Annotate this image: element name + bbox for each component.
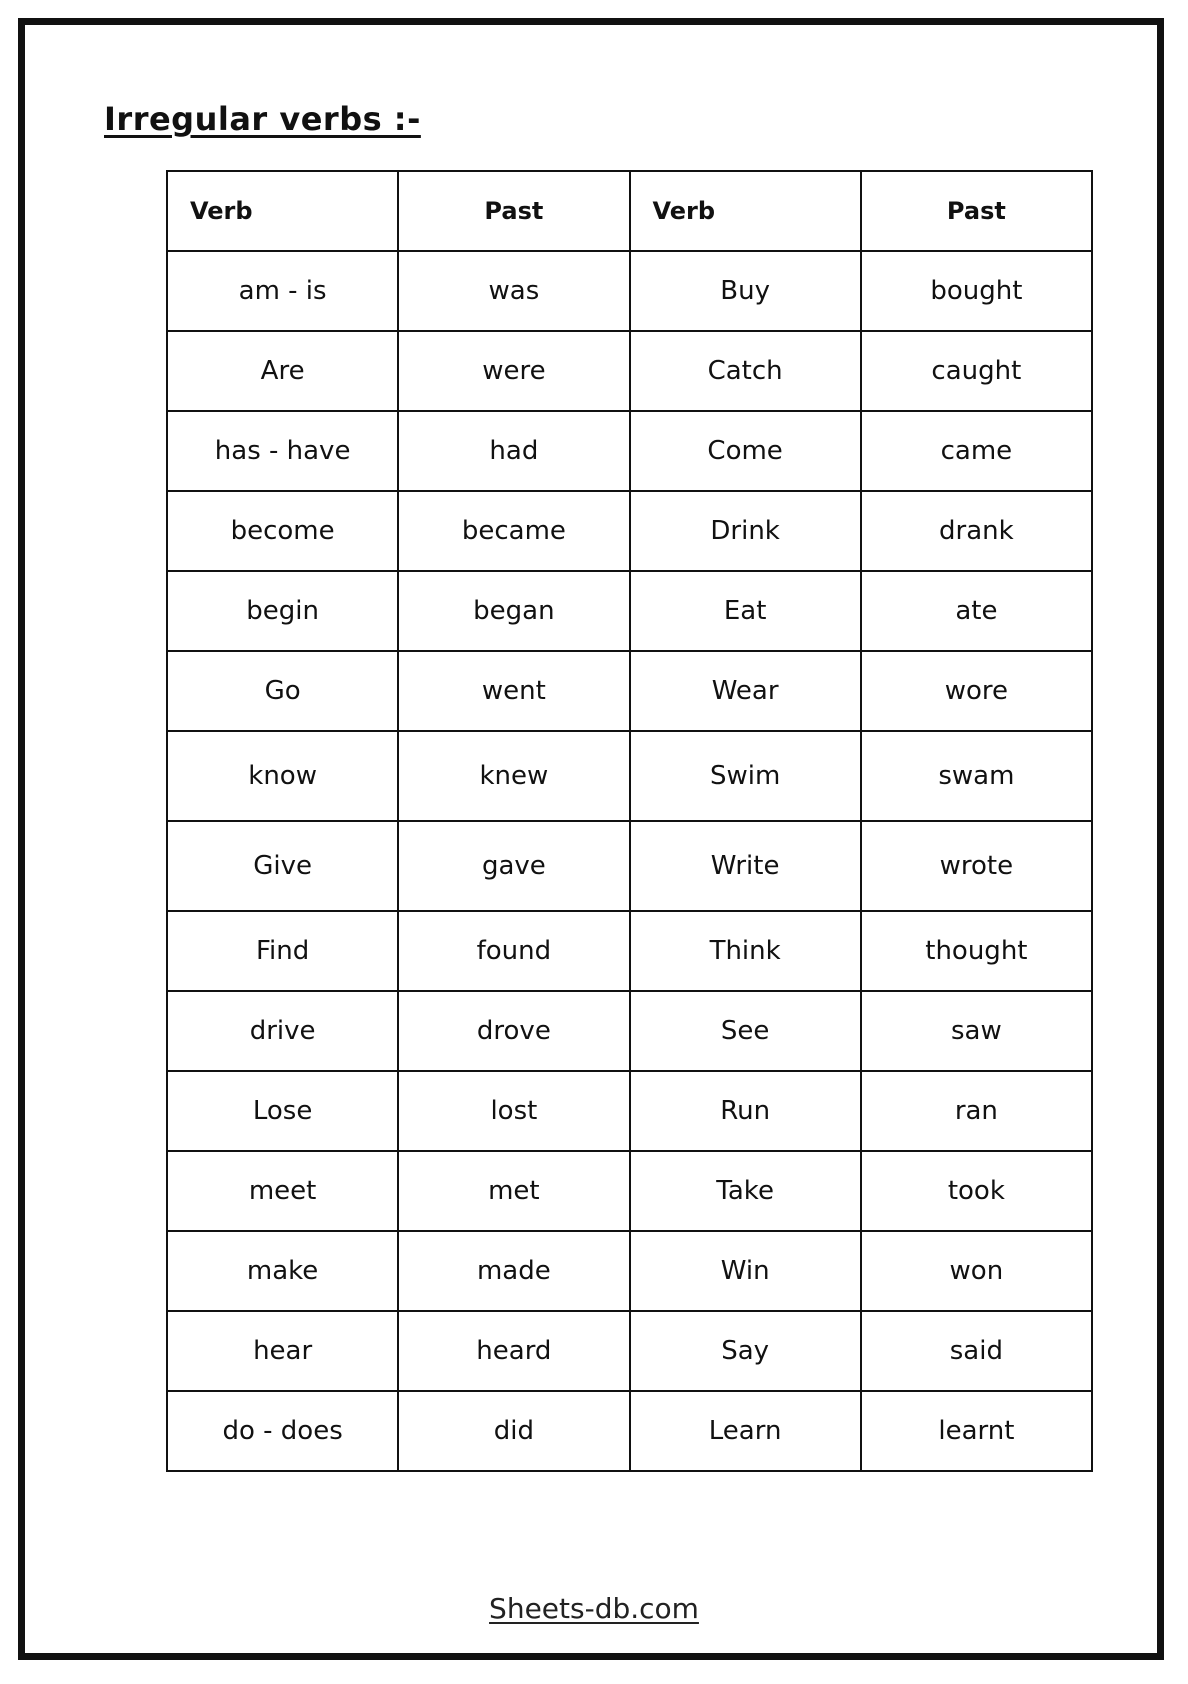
footer-link-container — [0, 1592, 1188, 1625]
table-row — [167, 331, 1092, 411]
table-row — [167, 991, 1092, 1071]
past-cell: found — [398, 911, 629, 991]
verb-cell: Find — [167, 911, 398, 991]
sheets-db-link[interactable]: Sheets-db.com — [489, 1592, 699, 1625]
page-title: Irregular verbs :- — [104, 100, 421, 138]
past-cell: lost — [398, 1071, 629, 1151]
verb-cell: do - does — [167, 1391, 398, 1471]
verb-cell: make — [167, 1231, 398, 1311]
past-cell: made — [398, 1231, 629, 1311]
verb-cell: hear — [167, 1311, 398, 1391]
past-cell: knew — [398, 731, 629, 821]
header-past-1: Past — [398, 171, 629, 251]
verb-cell: Are — [167, 331, 398, 411]
verb-cell: am - is — [167, 251, 398, 331]
verb-cell: Swim — [630, 731, 861, 821]
verb-cell: Say — [630, 1311, 861, 1391]
past-cell: became — [398, 491, 629, 571]
past-cell: began — [398, 571, 629, 651]
header-verb-2: Verb — [630, 171, 861, 251]
header-verb-1: Verb — [167, 171, 398, 251]
table-row — [167, 1071, 1092, 1151]
past-cell: swam — [861, 731, 1092, 821]
past-cell: drove — [398, 991, 629, 1071]
past-cell: came — [861, 411, 1092, 491]
verb-cell: Come — [630, 411, 861, 491]
past-cell: wore — [861, 651, 1092, 731]
verb-cell: meet — [167, 1151, 398, 1231]
table-row — [167, 1311, 1092, 1391]
verb-cell: Go — [167, 651, 398, 731]
past-cell: met — [398, 1151, 629, 1231]
verb-cell: become — [167, 491, 398, 571]
irregular-verbs-table — [166, 170, 1093, 1472]
header-past-2: Past — [861, 171, 1092, 251]
verb-cell: Think — [630, 911, 861, 991]
verb-cell: has - have — [167, 411, 398, 491]
verb-cell: See — [630, 991, 861, 1071]
past-cell: wrote — [861, 821, 1092, 911]
table-row — [167, 411, 1092, 491]
verb-cell: Eat — [630, 571, 861, 651]
past-cell: ran — [861, 1071, 1092, 1151]
table-row — [167, 911, 1092, 991]
table-row — [167, 571, 1092, 651]
verb-cell: Run — [630, 1071, 861, 1151]
table-row — [167, 251, 1092, 331]
verb-cell: Drink — [630, 491, 861, 571]
verb-cell: know — [167, 731, 398, 821]
past-cell: said — [861, 1311, 1092, 1391]
table-row — [167, 491, 1092, 571]
verb-cell: Write — [630, 821, 861, 911]
past-cell: bought — [861, 251, 1092, 331]
past-cell: learnt — [861, 1391, 1092, 1471]
past-cell: drank — [861, 491, 1092, 571]
table-row — [167, 1391, 1092, 1471]
table-row — [167, 731, 1092, 821]
verb-cell: drive — [167, 991, 398, 1071]
verb-cell: Lose — [167, 1071, 398, 1151]
past-cell: saw — [861, 991, 1092, 1071]
past-cell: ate — [861, 571, 1092, 651]
table-row — [167, 651, 1092, 731]
verb-cell: Win — [630, 1231, 861, 1311]
table-row — [167, 1151, 1092, 1231]
verb-cell: begin — [167, 571, 398, 651]
verb-cell: Wear — [630, 651, 861, 731]
table-header-row — [167, 171, 1092, 251]
past-cell: was — [398, 251, 629, 331]
past-cell: gave — [398, 821, 629, 911]
table-row — [167, 1231, 1092, 1311]
past-cell: had — [398, 411, 629, 491]
verb-cell: Learn — [630, 1391, 861, 1471]
past-cell: did — [398, 1391, 629, 1471]
verb-cell: Catch — [630, 331, 861, 411]
past-cell: were — [398, 331, 629, 411]
verb-cell: Take — [630, 1151, 861, 1231]
past-cell: thought — [861, 911, 1092, 991]
verb-cell: Buy — [630, 251, 861, 331]
past-cell: took — [861, 1151, 1092, 1231]
table-row — [167, 821, 1092, 911]
past-cell: won — [861, 1231, 1092, 1311]
past-cell: caught — [861, 331, 1092, 411]
past-cell: went — [398, 651, 629, 731]
verb-cell: Give — [167, 821, 398, 911]
past-cell: heard — [398, 1311, 629, 1391]
